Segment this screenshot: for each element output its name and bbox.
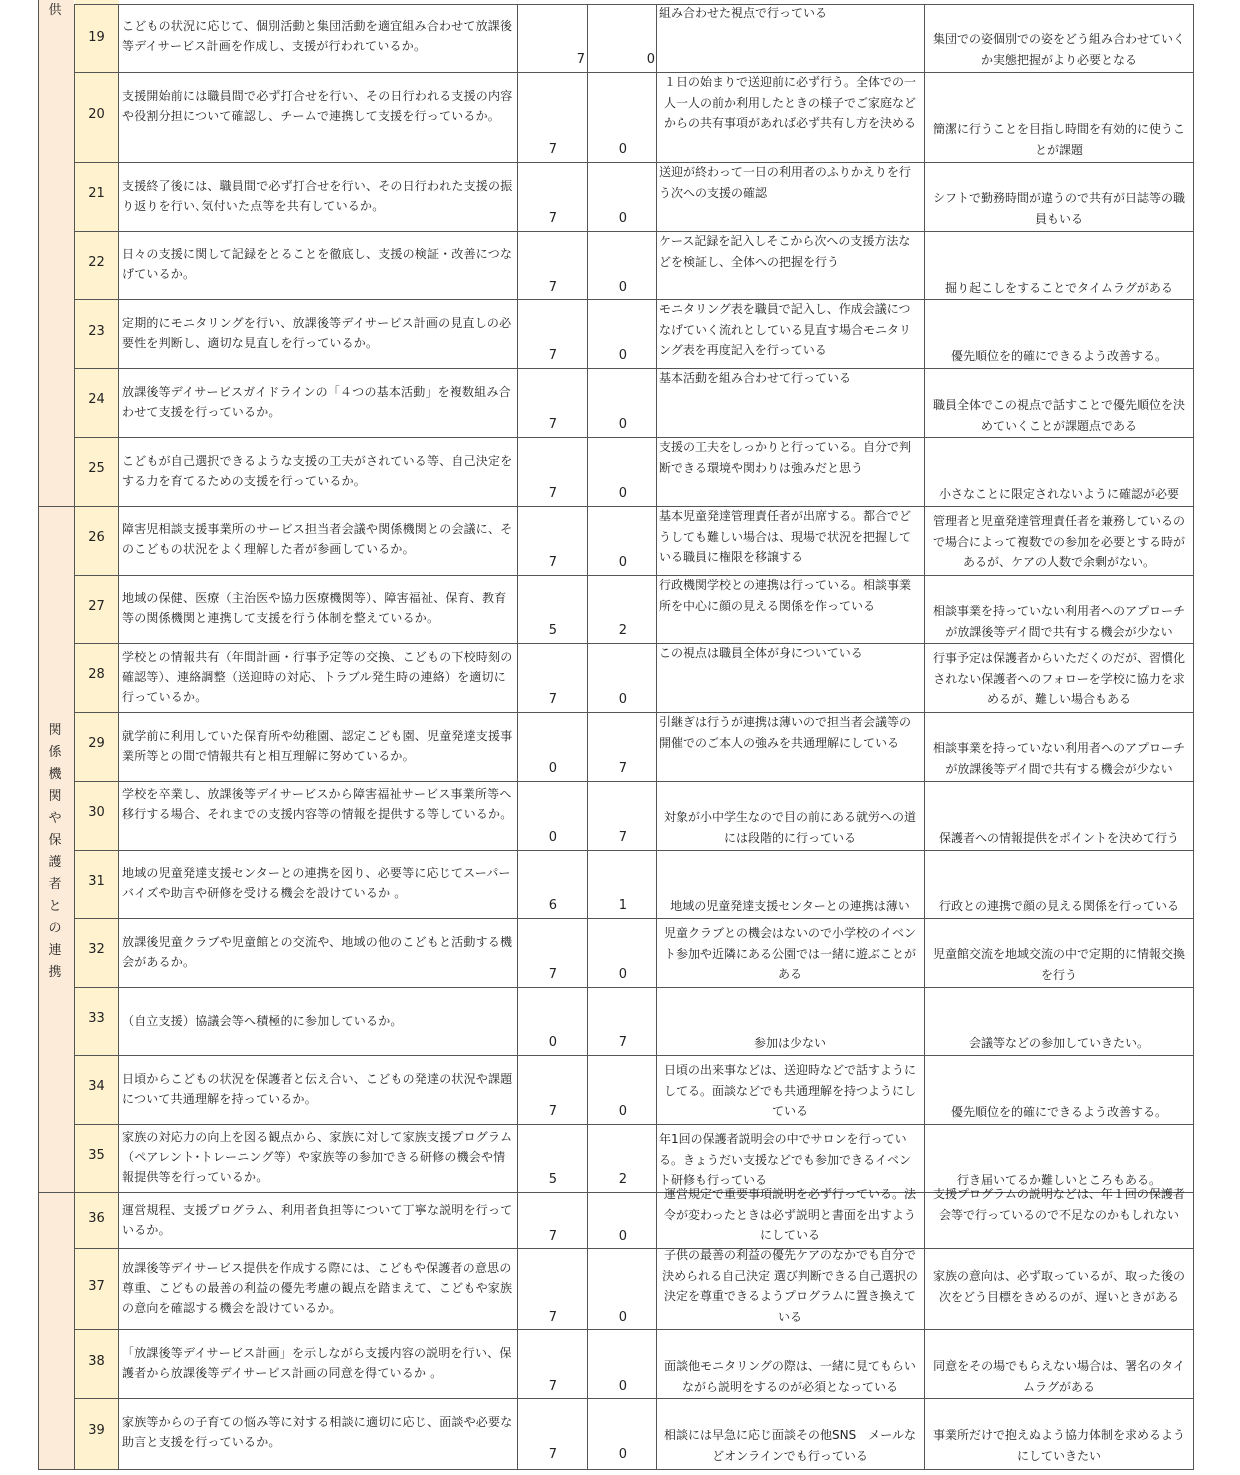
category-label-coordination: 関 係 機 関 や 保 護 者 と の 連 携 [48,723,62,980]
question-text: こどもの状況に応じて、個別活動と集団活動を適宜組み合わせて放課後等デイサービス計画を作成し、支援が行われているか。 [122,19,513,53]
comment-text: 行政機関学校との連携は行っている。相談事業所を中心に顔の見える関係を作っている [659,578,912,613]
comment-text: 引継ぎは行うが連携は薄いので担当者会議等の開催でのご本人の強みを共通理解にしている [659,715,912,750]
yes-count: 7 [576,52,585,67]
yes-count: 7 [548,486,557,501]
comment-text: 基本児童発達管理責任者が出席する。都合でどうしても難しい場合は、現場で状況を把握している職員に権限を移譲する [659,509,912,564]
no-count: 0 [618,486,627,501]
no-count: 0 [618,142,627,157]
comment-text: 子供の最善の利益の優先ケアのなかでも自分で決められる自己決定 選び判断できる自己選択の決定を尊重できるようプログラムに置き換えている [662,1248,918,1324]
no-count: 0 [618,211,627,226]
row-number: 29 [88,736,105,751]
question-text: 放課後等デイサービス提供を作成する際には、こどもや保護者の意思の尊重、こどもの最善の利益の優先考慮の観点を踏まえて、こどもや家族の意向を確認する機会を設けているか。 [122,1261,513,1315]
yes-count: 0 [548,761,557,776]
comment-text: 児童クラブとの機会はないので小学校のイベント参加や近隣にある公園では一緒に遊ぶことがある [663,926,916,981]
improvement-text: 支援プログラムの説明などは、年１回の保護者会等で行っているので不足なのかもしれない [933,1187,1185,1222]
comment-text: モニタリング表を職員で記入し、作成会議につなげていく流れとしている見直す場合モニタリング表を再度記入を行っている [659,302,912,357]
row-number: 21 [88,186,105,201]
question-text: 日頃からこどもの状況を保護者と伝え合い、こどもの発達の状況や課題について共通理解を持っているか。 [122,1072,513,1106]
no-count: 0 [618,348,627,363]
no-count: 0 [618,1379,627,1394]
question-text: 障害児相談支援事業所のサービス担当者会議や関係機関との会議に、そのこどもの状況をよく理解した者が参画しているか。 [122,522,513,556]
row-number: 38 [88,1354,105,1369]
yes-count: 7 [548,211,557,226]
question-text: 放課後等デイサービスガイドラインの「４つの基本活動」を複数組み合わせて支援を行っているか。 [122,385,511,419]
comment-text: 支援の工夫をしっかりと行っている。自分で判断できる環境や関わりは強みだと思う [659,440,912,475]
yes-count: 7 [548,417,557,432]
row-number: 33 [88,1011,105,1026]
no-count: 7 [618,761,627,776]
question-text: 学校を卒業し、放課後等デイサービスから障害福祉サービス事業所等へ移行する場合、それまでの支援内容等の情報を提供する等しているか。 [122,787,513,821]
comment-text: 組み合わせた視点で行っている [659,6,828,20]
question-text: 定期的にモニタリングを行い、放課後等デイサービス計画の見直しの必要性を判断し、適切な見直しを行っているか。 [122,316,512,350]
yes-count: 7 [548,280,557,295]
comment-text: 年1回の保護者説明会の中でサロンを行っている。きょうだい支援などでも参加できるイベント研修も行っている [659,1132,912,1187]
row-number: 25 [88,461,105,476]
yes-count: 5 [548,623,557,638]
row-number: 39 [88,1423,105,1438]
no-count: 0 [618,1310,627,1325]
yes-count: 7 [548,1310,557,1325]
no-count: 0 [618,417,627,432]
yes-count: 7 [548,1229,557,1244]
row-number: 34 [88,1079,105,1094]
question-text: 支援終了後には、職員間で必ず打合せを行い、その日行われた支援の振り返りを行い､気付いた点等を共有しているか。 [122,179,513,213]
improvement-text: 相談事業を持っていない利用者へのアプローチが放課後等デイ間で共有する機会が少ない [932,604,1185,639]
yes-count: 7 [548,692,557,707]
row-number: 35 [88,1148,105,1163]
yes-count: 7 [548,1379,557,1394]
improvement-text: 優先順位を的確にできるよう改善する。 [950,1105,1167,1119]
question-text: 地域の児童発達支援センターとの連携を図り、必要等に応じてスーパーバイズや助言や研修を受ける機会を設けているか 。 [122,866,511,900]
improvement-text: 集団での姿個別での姿をどう組み合わせていくか実態把握がより必要となる [932,32,1185,67]
improvement-text: シフトで勤務時間が違うので共有が日誌等の職員もいる [932,191,1185,226]
question-text: 就学前に利用していた保育所や幼稚園、認定こども園、児童発達支援事業所等との間で情報共有と相互理解に努めているか。 [122,729,513,763]
yes-count: 0 [548,830,557,845]
improvement-text: 会議等などの参加していきたい。 [968,1036,1149,1050]
yes-count: 0 [548,1035,557,1050]
row-number: 30 [88,805,105,820]
improvement-text: 行政との連携で顔の見える関係を行っている [938,899,1179,913]
yes-count: 6 [548,898,557,913]
improvement-text: 簡潔に行うことを目指し時間を有効的に使うことが課題 [932,122,1185,157]
row-number: 37 [88,1279,105,1294]
improvement-text: 相談事業を持っていない利用者へのアプローチが放課後等デイ間で共有する機会が少ない [932,741,1185,776]
improvement-text: 同意をその場でもらえない場合は、署名のタイムラグがある [933,1359,1185,1394]
comment-text: １日の始まりで送迎前に必ず行う。全体での一人一人の前か利用したときの様子でご家庭などからの共有事項があれば必ず共有し方を決める [663,75,916,130]
no-count: 0 [618,967,627,982]
question-text: 運営規程、支援プログラム、利用者負担等について丁寧な説明を行っているか。 [122,1203,513,1237]
category-label-provision: 供 [48,3,62,18]
question-text: （自立支援）協議会等へ積極的に参加しているか。 [122,1014,403,1028]
no-count: 0 [618,1447,627,1462]
row-number: 28 [88,667,105,682]
no-count: 0 [618,692,627,707]
no-count: 0 [618,555,627,570]
question-text: 家族の対応力の向上を図る観点から、家族に対して家族支援プログラム（ペアレント･トレーニング等）や家族等の参加できる研修の機会や情報提供等を行っているか。 [122,1130,513,1184]
row-number: 22 [88,255,105,270]
no-count: 7 [618,1035,627,1050]
no-count: 0 [618,1104,627,1119]
number-column-bg [75,0,119,1470]
question-text: 放課後児童クラブや児童館との交流や、地域の他のこどもと活動する機会があるか。 [122,935,513,969]
yes-count: 7 [548,1104,557,1119]
improvement-text: 職員全体でこの視点で話すことで優先順位を決めていくことが課題点である [932,398,1185,433]
yes-count: 7 [548,142,557,157]
row-number: 36 [88,1211,105,1226]
no-count: 2 [618,1172,627,1187]
comment-text: 対象が小中学生なので目の前にある就労への道には段階的に行っている [663,810,916,845]
row-number: 32 [88,942,105,957]
row-number: 20 [88,107,105,122]
row-number: 23 [88,324,105,339]
comment-text: ケース記録を記入しそこから次への支援方法などを検証し、全体への把握を行う [659,234,911,269]
comment-text: 地域の児童発達支援センターとの連携は薄い [670,899,910,913]
improvement-text: 掘り起こしをすることでタイムラグがある [945,281,1173,295]
comment-text: 基本活動を組み合わせて行っている [659,371,852,385]
comment-text: 相談には早急に応じ面談その他SNS メールなどオンラインでも行っている [664,1428,916,1463]
comment-text: この視点は職員全体が身についている [659,646,863,660]
improvement-text: 保護者への情報提供をポイントを決めて行う [938,831,1179,845]
no-count: 2 [618,623,627,638]
improvement-text: 管理者と児童発達管理責任者を兼務しているので場合によって複数での参加を必要とする時があるが、ケアの人数で余剰がない。 [932,514,1185,569]
improvement-text: 小さなことに限定されないように確認が必要 [938,487,1179,501]
improvement-text: 家族の意向は、必ず取っているが、取った後の次をどう目標をきめるのが、遅いときがある [932,1269,1185,1304]
question-text: 支援開始前には職員間で必ず打合せを行い、その日行われる支援の内容や役割分担について確認し、チームで連携して支援を行っているか。 [122,89,513,123]
no-count: 7 [618,830,627,845]
yes-count: 5 [548,1172,557,1187]
improvement-text: 児童館交流を地域交流の中で定期的に情報交換を行う [932,947,1185,982]
row-number: 27 [88,599,105,614]
comment-text: 運営規定で重要事項説明を必ず行っている。法令が変わったときは必ず説明と書面を出すようにしている [663,1187,916,1242]
improvement-text: 行事予定は保護者からいただくのだが、習慣化されない保護者へのフォローを学校に協力を求めるが、難しい場合もある [932,651,1185,706]
comment-text: 日頃の出来事などは、送迎時などで話すようにしてる。面談などでも共通理解を持つようにしている [663,1063,916,1118]
yes-count: 7 [548,1447,557,1462]
comment-text: 参加は少ない [753,1036,826,1050]
no-count: 1 [618,898,627,913]
no-count: 0 [646,52,655,67]
row-number: 31 [88,874,105,889]
comment-text: 送迎が終わって一日の利用者のふりかえりを行う次への支援の確認 [659,165,911,200]
row-number: 26 [88,530,105,545]
question-text: 家族等からの子育ての悩み等に対する相談に適切に応じ、面談や必要な助言と支援を行っているか。 [122,1415,513,1449]
no-count: 0 [618,280,627,295]
question-text: 地域の保健、医療（主治医や協力医療機関等）、障害福祉、保育、教育等の関係機関と連携して支援を行う体制を整えているか。 [122,591,507,625]
improvement-text: 事業所だけで抱えぬよう協力体制を求めるようにしていきたい [932,1428,1185,1463]
yes-count: 7 [548,555,557,570]
improvement-text: 優先順位を的確にできるよう改善する。 [950,349,1167,363]
question-text: 「放課後等デイサービス計画」を示しながら支援内容の説明を行い、保護者から放課後等デイサービス計画の同意を得ているか 。 [122,1346,512,1380]
row-number: 24 [88,392,105,407]
question-text: 日々の支援に関して記録をとることを徹底し、支援の検証・改善につなげているか。 [122,247,513,281]
comment-text: 面談他モニタリングの際は、一緒に見てもらいながら説明をするのが必須となっている [664,1359,916,1394]
question-text: こどもが自己選択できるような支援の工夫がされている等、自己決定をする力を育てるための支援を行っているか。 [122,454,513,488]
no-count: 0 [618,1229,627,1244]
row-number: 19 [88,30,105,45]
yes-count: 7 [548,967,557,982]
yes-count: 7 [548,348,557,363]
question-text: 学校との情報共有（年間計画・行事予定等の交換、こどもの下校時刻の確認等）、連絡調整（送迎時の対応、トラブル発生時の連絡）を適切に行っているか。 [122,650,513,704]
improvement-text: 行き届いてるか難しいところもある。 [956,1173,1161,1187]
